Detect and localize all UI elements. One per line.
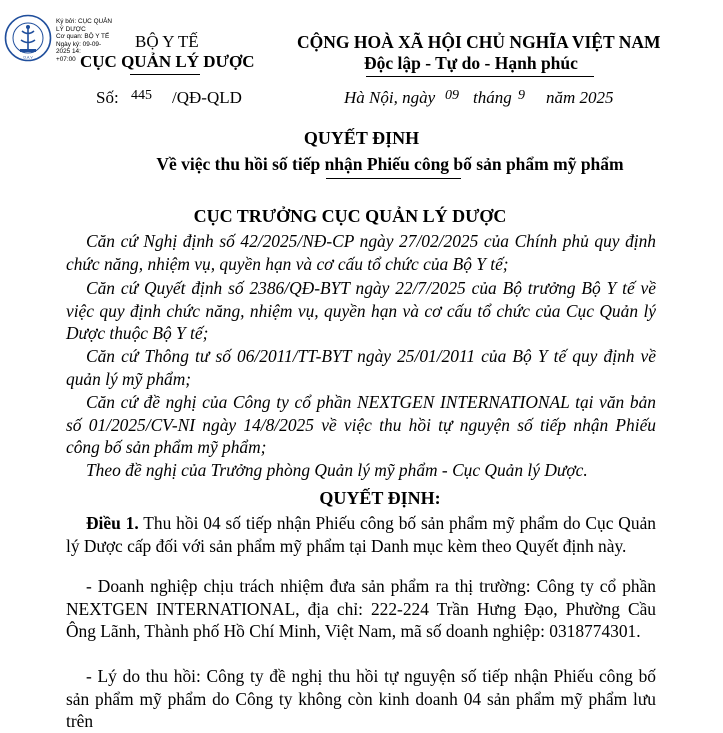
decision-heading: QUYẾT ĐỊNH: (319, 488, 441, 508)
national-motto: Độc lập - Tự do - Hạnh phúc (364, 53, 578, 73)
agency-seal (4, 14, 52, 62)
agency-underline (130, 74, 200, 75)
signature-line: 2025 14: (56, 48, 81, 56)
legal-basis-5: Theo đề nghị của Trưởng phòng Quản lý mỹ phẩm - Cục Quản lý Dược. (86, 460, 588, 480)
legal-basis-3: Căn cứ Thông tư số 06/2011/TT-BYT ngày 25/01/2011 của Bộ Y tế quy định về quản lý mỹ phẩm; (66, 346, 656, 389)
ministry-name: BỘ Y TẾ (135, 32, 199, 51)
decision-number: 445 (131, 88, 152, 103)
date-year: năm 2025 (546, 88, 614, 107)
legal-basis-2: Căn cứ Quyết định số 2386/QĐ-BYT ngày 22/7/2025 của Bộ trưởng Bộ Y tế về việc quy định chức năng, nhiệm vụ, quyền hạn và cơ cấu tổ chức của Cục Quản lý Dược thuộc Bộ Y tế; (66, 278, 656, 343)
signature-line: Cơ quan: BỘ Y TẾ (56, 33, 110, 41)
signature-line: Ký bởi: CỤC QUẢN (56, 18, 113, 25)
date-month: 9 (518, 88, 525, 103)
decision-number-prefix: Số: (96, 88, 119, 107)
motto-underline (366, 76, 594, 77)
svg-text:D.A.V: D.A.V (23, 55, 33, 60)
legal-basis-1: Căn cứ Nghị định số 42/2025/NĐ-CP ngày 27/02/2025 của Chính phủ quy định chức năng, nhiệm vụ, quyền hạn và cơ cấu tổ chức của Bộ Y tế; (66, 231, 656, 274)
date-month-label: tháng (473, 88, 512, 107)
signature-line: Ngày ký: 09-09- (56, 40, 102, 48)
document-subject: Về việc thu hồi số tiếp nhận Phiếu công bố sản phẩm mỹ phẩm (156, 154, 624, 174)
document-title: QUYẾT ĐỊNH (303, 128, 420, 148)
date-day: 09 (445, 88, 459, 103)
article-1 (66, 512, 656, 557)
subject-underline (326, 178, 461, 179)
enterprise-detail: - Doanh nghiệp chịu trách nhiệm đưa sản phẩm ra thị trường: Công ty cổ phần NEXTGEN INTERNATIONAL, địa chỉ: 222-224 Trần Hưng Đạo, Phường Cầu Ông Lãnh, Thành phố Hồ Chí Minh, Việt Nam, mã số doanh nghiệp: 0318774301. (66, 576, 656, 641)
republic-name: CỘNG HOÀ XÃ HỘI CHỦ NGHĨA VIỆT NAM (297, 32, 661, 52)
signature-line: +07:00 (56, 55, 76, 63)
legal-basis-4: Căn cứ đề nghị của Công ty cổ phần NEXTGEN INTERNATIONAL tại văn bản số 01/2025/CV-NI ngày 14/8/2025 về việc thu hồi tự nguyện số tiếp nhận Phiếu công bố sản phẩm mỹ phẩm; (66, 392, 656, 457)
authority-heading: CỤC TRƯỞNG CỤC QUẢN LÝ DƯỢC (193, 206, 507, 226)
signature-line: LÝ DƯỢC (56, 25, 86, 33)
place-date-prefix: Hà Nội, ngày (344, 88, 436, 107)
article-1-label: Điều 1. (86, 513, 139, 533)
decision-number-suffix: /QĐ-QLD (172, 88, 242, 107)
withdrawal-reason: - Lý do thu hồi: Công ty đề nghị thu hồi tự nguyện số tiếp nhận Phiếu công bố sản phẩm mỹ phẩm do Công ty không còn kinh doanh 04 sản phẩm mỹ phẩm lưu trên (66, 666, 656, 731)
article-1-text: Thu hồi 04 số tiếp nhận Phiếu công bố sản phẩm mỹ phẩm do Cục Quản lý Dược cấp đối với sản phẩm mỹ phẩm tại Danh mục kèm theo Quyết định này. (66, 513, 656, 556)
agency-name: CỤC QUẢN LÝ DƯỢC (80, 52, 255, 71)
